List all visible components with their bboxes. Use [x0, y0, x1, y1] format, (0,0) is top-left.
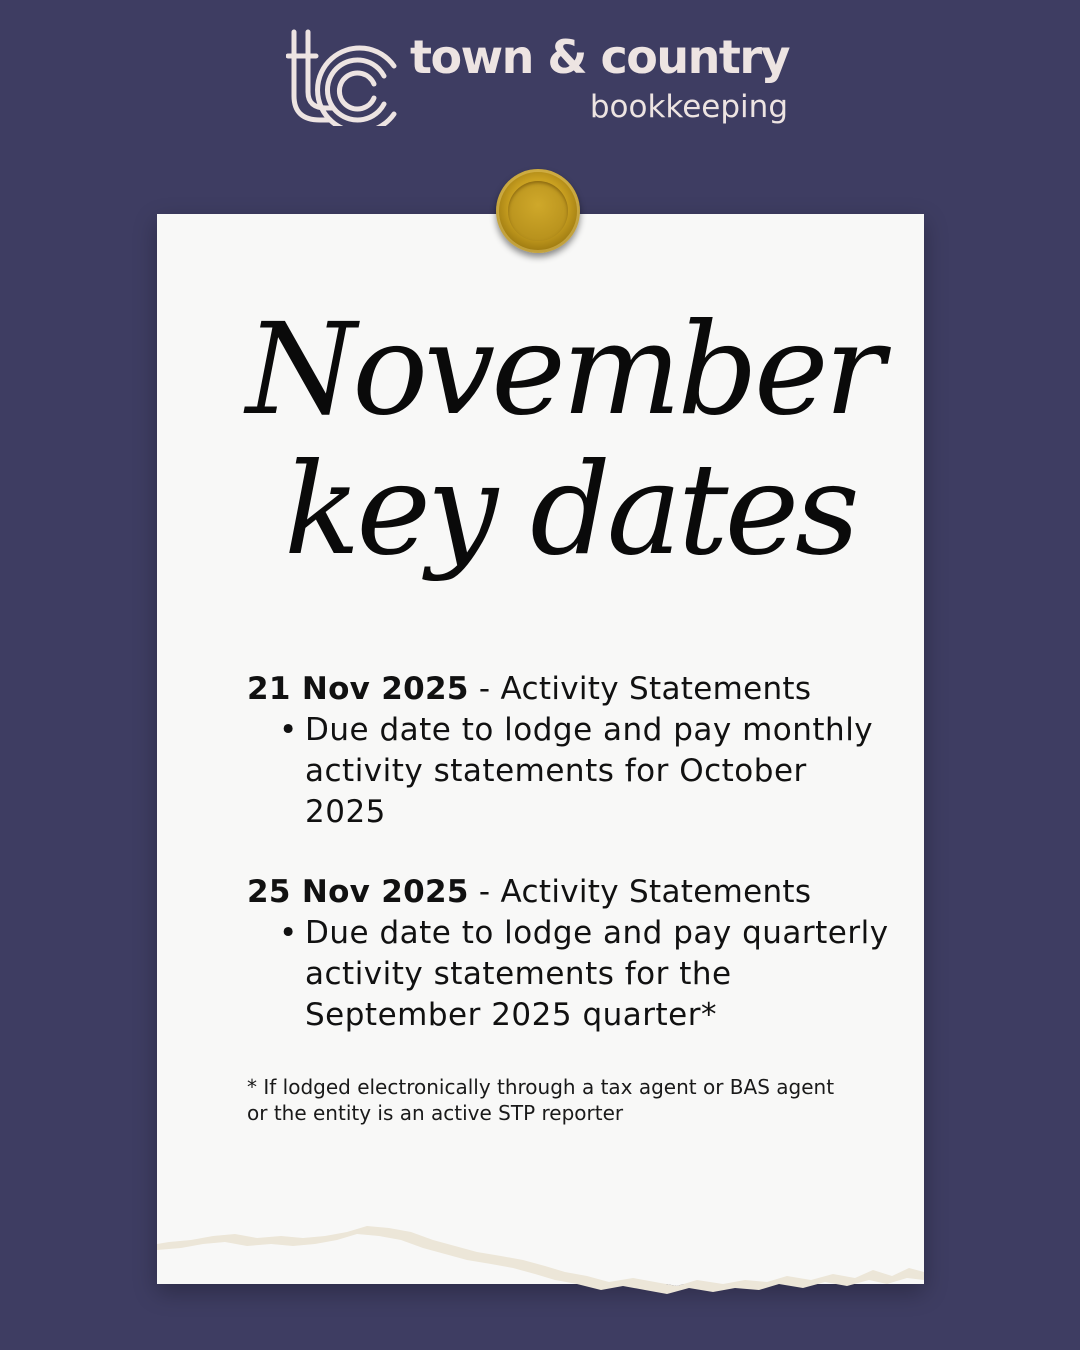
date-entry [247, 668, 897, 833]
bullet-icon: • [279, 915, 298, 951]
page-title [246, 296, 906, 583]
title-line-2: key dates [284, 436, 856, 583]
list-item [247, 710, 897, 833]
date-heading [247, 871, 897, 913]
bullet-text: Due date to lodge and pay quarterly activity statements for the September 2025 quarter* [305, 915, 889, 1033]
brand-sub: bookkeeping [589, 89, 788, 125]
date-category: - Activity Statements [468, 874, 812, 910]
bullet-text: Due date to lodge and pay monthly activity statements for October 2025 [305, 712, 874, 830]
torn-paper-edge [157, 1210, 924, 1310]
date-category: - Activity Statements [468, 671, 812, 707]
brand-logo [286, 24, 806, 134]
key-dates-list [247, 668, 897, 1126]
brand-name: town & country [410, 30, 790, 84]
footnote: * If lodged electronically through a tax agent or BAS agent or the entity is an active STP reporter [247, 1075, 835, 1125]
bullet-icon: • [279, 712, 298, 748]
date-heading [247, 668, 897, 710]
list-item [247, 913, 897, 1036]
date-label: 25 Nov 2025 [247, 874, 469, 910]
gold-pin-icon [496, 169, 580, 253]
date-label: 21 Nov 2025 [247, 671, 469, 707]
tc-monogram-icon [286, 26, 402, 126]
date-entry [247, 871, 897, 1036]
title-line-1: November [246, 296, 881, 443]
